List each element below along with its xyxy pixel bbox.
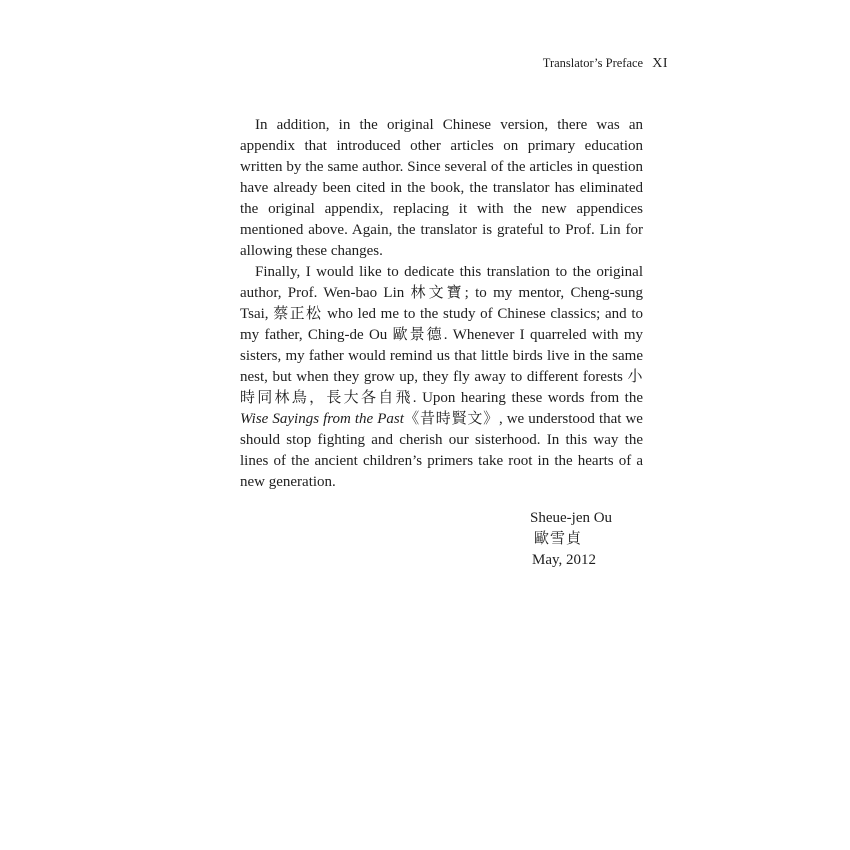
proverb-chinese: 小時同林鳥，長大各自飛 (240, 369, 643, 406)
book-title: Wise Sayings from the Past (240, 411, 404, 427)
running-head (543, 56, 668, 72)
signature-name-chinese: 歐雪貞 (534, 531, 583, 547)
book-title-chinese: 《昔時賢文》 (403, 411, 499, 427)
paragraph-dedication (240, 262, 643, 493)
author-name-chinese: 林文寶 (410, 285, 465, 301)
dedication-text-3: who led me to the study of Chinese classics; and to my father, Ching-de Ou (240, 306, 643, 343)
dedication-text-4: . Whenever I quarreled with my sisters, my father would remind us that little birds live in the same nest, but when they grow up, they fly away to different forests (240, 327, 643, 385)
running-head-title: Translator’s Preface (542, 56, 644, 70)
dedication-text-5: . Upon hearing these words from the (412, 390, 643, 406)
signature-block (530, 508, 612, 571)
signature-date: May, 2012 (532, 552, 597, 568)
dedication-text-2: ; to my mentor, Cheng-sung Tsai, (240, 285, 643, 322)
mentor-name-chinese: 蔡正松 (273, 306, 323, 322)
paragraph-appendix: In addition, in the original Chinese version, there was an appendix that introduced other articles on primary education written by the same author. Since several of the articles in question have already been cited in the book, the translator has eliminated the original appendix, replacing it with the new appendices mentioned above. Again, the translator is grateful to Prof. Lin for allowing these changes. (240, 117, 643, 259)
preface-body (240, 115, 643, 493)
dedication-text-6: , we understood that we should stop fighting and cherish our sisterhood. In this way the lines of the ancient children’s primers take root in the hearts of a new generation. (240, 411, 643, 490)
signature-name: Sheue-jen Ou (530, 510, 613, 526)
page-number: XI (652, 56, 668, 71)
dedication-text-1: Finally, I would like to dedicate this translation to the original author, Prof. Wen-bao Lin (240, 264, 643, 301)
father-name-chinese: 歐景德 (392, 327, 444, 343)
